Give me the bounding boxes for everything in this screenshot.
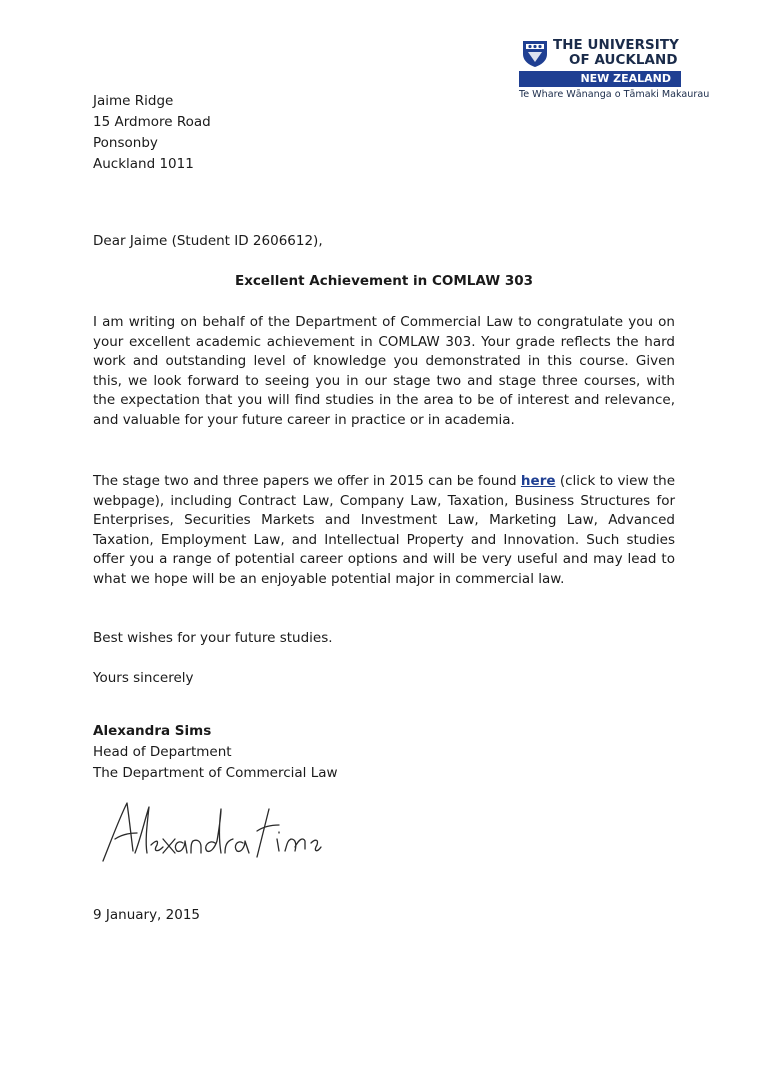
logo-line-2: OF AUCKLAND xyxy=(569,53,678,68)
signatory-department: The Department of Commercial Law xyxy=(93,765,338,781)
recipient-city: Auckland 1011 xyxy=(93,156,194,172)
recipient-name: Jaime Ridge xyxy=(93,93,174,109)
recipient-address xyxy=(93,91,675,175)
subject-heading: Excellent Achievement in COMLAW 303 xyxy=(234,273,534,289)
handwritten-signature xyxy=(97,795,327,870)
signatory-title: Head of Department xyxy=(93,744,232,760)
signatory-name: Alexandra Sims xyxy=(93,723,212,739)
logo-country-bar: NEW ZEALAND xyxy=(519,71,681,87)
recipient-suburb: Ponsonby xyxy=(93,135,158,151)
body-paragraph-3: Best wishes for your future studies. xyxy=(93,630,333,646)
body-paragraph-2 xyxy=(93,472,675,589)
letter-date: 9 January, 2015 xyxy=(93,907,200,923)
logo-maori-name: Te Whare Wānanga o Tāmaki Makaurau xyxy=(519,89,710,100)
logo-line-1: THE UNIVERSITY xyxy=(553,38,679,53)
recipient-street: 15 Ardmore Road xyxy=(93,114,211,130)
paragraph-2-rest: (click to view the webpage), including Contract Law, Company Law, Taxation, Business Structures for Enterprises, Securities Markets and Investment Law, Marketing Law, Advanced Taxation, Employment Law, and Intellectual Property and Innovation. Such studies offer you a range of potential career options and will be very useful and may lead to what we hope will be an enjoyable potential major in commercial law. xyxy=(93,473,675,587)
closing: Yours sincerely xyxy=(93,670,194,686)
crest-icon xyxy=(522,40,548,68)
salutation: Dear Jaime (Student ID 2606612), xyxy=(93,233,323,249)
signatory-block xyxy=(93,721,675,784)
paragraph-2-intro: The stage two and three papers we offer in 2015 can be found xyxy=(93,473,521,489)
body-paragraph-1: I am writing on behalf of the Department of Commercial Law to congratulate you on your excellent academic achievement in COMLAW 303. Your grade reflects the hard work and outstanding level of knowledge you demonstrated in this course. Given this, we look forward to seeing you in our stage two and stage three courses, with the expectation that you will find studies in the area to be of interest and relevance, and valuable for your future career in practice or in academia. xyxy=(93,314,675,428)
papers-webpage-link[interactable]: here xyxy=(520,473,556,489)
